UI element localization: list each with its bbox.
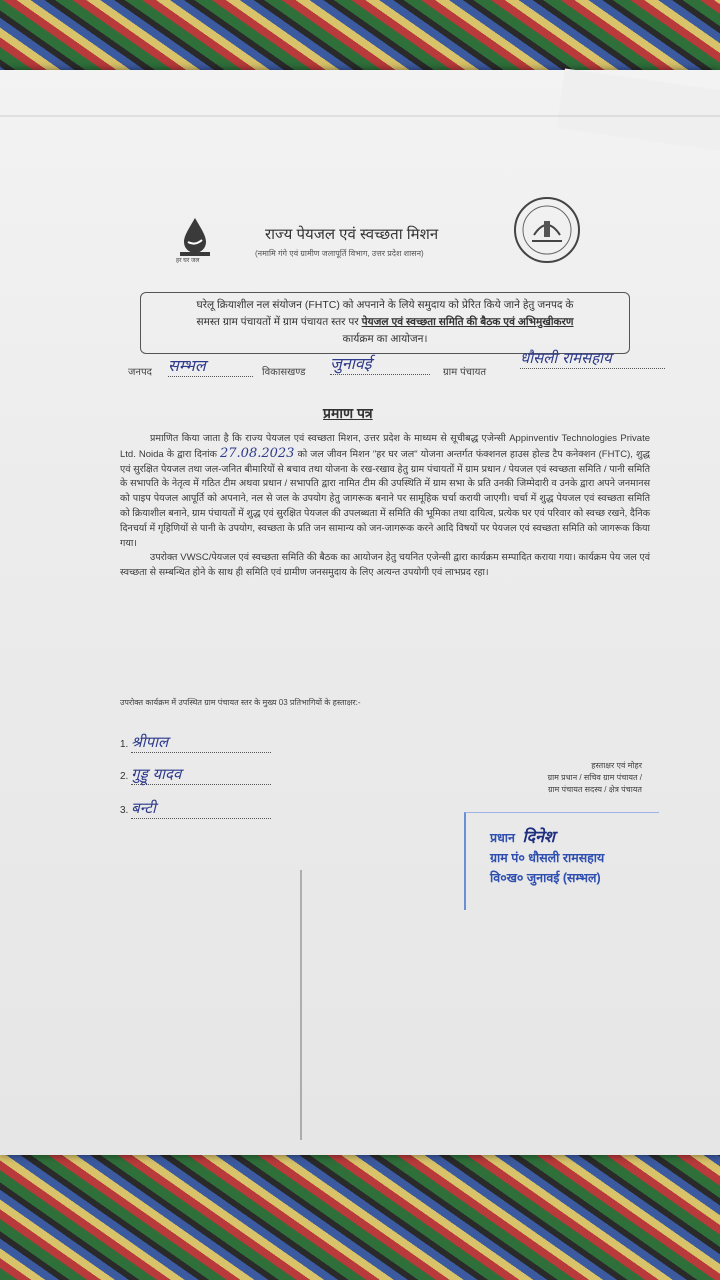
signature-name: गुड्डू यादव [131,764,271,785]
stamp-line-1 [490,827,659,848]
signature-number: 1. [120,739,129,750]
stamp-line-2: ग्राम पं० धौसली रामसहाय [490,851,605,865]
body-text-part-a: प्रमाणित किया जाता है कि राज्य पेयजल एवं स्वच्छता मिशन, उत्तर प्रदेश के माध्यम से सूचीबद्ध एजेन्सी Appinventiv Technologies Private Ltd. Noida के द्वारा दिनांक [120,433,650,460]
certificate-body [120,432,650,581]
signature-number: 3. [120,805,129,816]
stamp-signature: दिनेश [522,827,555,846]
banner-line-3: कार्यक्रम का आयोजन। [342,333,428,345]
panchayat-value: धौसली रामसहाय [520,348,665,369]
banner-line-2-highlight: पेयजल एवं स्वच्छता समिति की बैठक एवं अभिमुखीकरण [361,316,574,328]
district-label: जनपद [128,367,152,378]
header-title: राज्य पेयजल एवं स्वच्छता मिशन [265,226,439,243]
banner-line-2-text: समस्त ग्राम पंचायतों में ग्राम पंचायत स्तर पर [196,316,359,328]
body-paragraph-1 [120,432,650,551]
signature-name: श्रीपाल [131,732,271,753]
signatory-caption-line: ग्राम पंचायत सदस्य / क्षेत्र पंचायत [547,785,642,794]
stamp-line-3: वि०ख० जुनावई (सम्भल) [490,871,601,885]
banner-line-2 [149,314,621,331]
block-label: विकासखण्ड [262,367,306,378]
signature-number: 2. [120,771,129,782]
stamp-title: प्रधान [490,831,515,845]
signatory-caption-line: ग्राम प्रधान / सचिव ग्राम पंचायत / [547,773,642,782]
panchayat-label: ग्राम पंचायत [443,367,487,378]
up-government-emblem-icon [512,195,582,265]
signature-intro: उपरोक्त कार्यक्रम में उपस्थित ग्राम पंचायत स्तर के मुख्य 03 प्रतिभागियों के हस्ताक्षर:- [120,698,361,707]
signature-row-1 [120,732,271,753]
certificate-title: प्रमाण पत्र [323,405,373,421]
program-date: 27.08.2023 [220,445,295,461]
body-paragraph-2: उपरोक्त VWSC/पेयजल एवं स्वच्छता समिति की बैठक का आयोजन हेतु चयनित एजेन्सी द्वारा कार्यक्रम सम्पादित कराया गया। कार्यक्रम पेय जल एवं स्वच्छता से सम्बन्धित होने के साथ ही समिति एवं ग्रामीण जनसमुदाय के लिए अत्यन्त उपयोगी एवं लाभप्रद रहा। [120,552,650,579]
banner-line-1: घरेलू क्रियाशील नल संयोजन (FHTC) को अपनाने के लिये समुदाय को प्रेरित किये जाने हेतु जनपद के [196,299,574,311]
block-value: जुनावई [330,352,430,375]
water-drop-logo-icon [180,216,210,260]
signature-row-3 [120,798,271,819]
body-text-part-b: को जल जीवन मिशन "हर घर जल" योजना अन्तर्गत फंक्शनल हाउस होल्ड टैप कनेक्शन (FHTC), शुद्ध एवं सुरक्षित पेयजल तथा जल-जनित बीमारियों से बचाव तथा योजना के रख-रखाव हेतु ग्राम पंचायतों में ग्राम प्रधान / पेयजल एवं स्वच्छता समिति / पानी समिति के सभापति के नेतृत्व में गठित टीम अथवा प्रधान / सभापति द्वारा नामित टीम की उपस्थिति में ग्राम सभा के प्रति उनकी जिम्मेदारी व उनके द्वारा अपने जनमानस को पाइप पेयजल आपूर्ति को अपनाने, नल से जल के उपयोग हेतु जागरूक बनाने पर सामूहिक चर्चा करायी जाएगी। चर्चा में शुद्ध पेयजल एवं स्वच्छता समिति को क्रियाशील बनाने, ग्राम पंचायतों में शुद्ध एवं सुरक्षित पेयजल की उपलब्धता में समिति की भूमिका तथा दायित्व, प्रत्येक घर एवं परिवार को स्वच्छ रखने, दैनिक दिनचर्या में गृहिणियों से पानी के उपयोग, स्वच्छता के प्रति जन सामान्य को जन-जागरूक करने आदि विषयों पर पेयजल एवं स्वच्छता समिति को जागरूक किया गया। [120,448,650,549]
signatory-caption [482,760,642,796]
pradhan-stamp [464,812,659,910]
logo-caption: हर घर जल [176,258,200,264]
header-subtitle: (नमामि गंगे एवं ग्रामीण जलापूर्ति विभाग, उत्तर प्रदेश शासन) [255,249,424,258]
paper-crease [300,870,302,1140]
district-value: सम्भल [168,354,253,377]
signature-row-2 [120,764,271,785]
program-banner [140,292,630,354]
signature-name: बन्टी [131,798,271,819]
paper-fold [0,115,720,117]
signatory-caption-line: हस्ताक्षर एवं मोहर [591,761,642,770]
